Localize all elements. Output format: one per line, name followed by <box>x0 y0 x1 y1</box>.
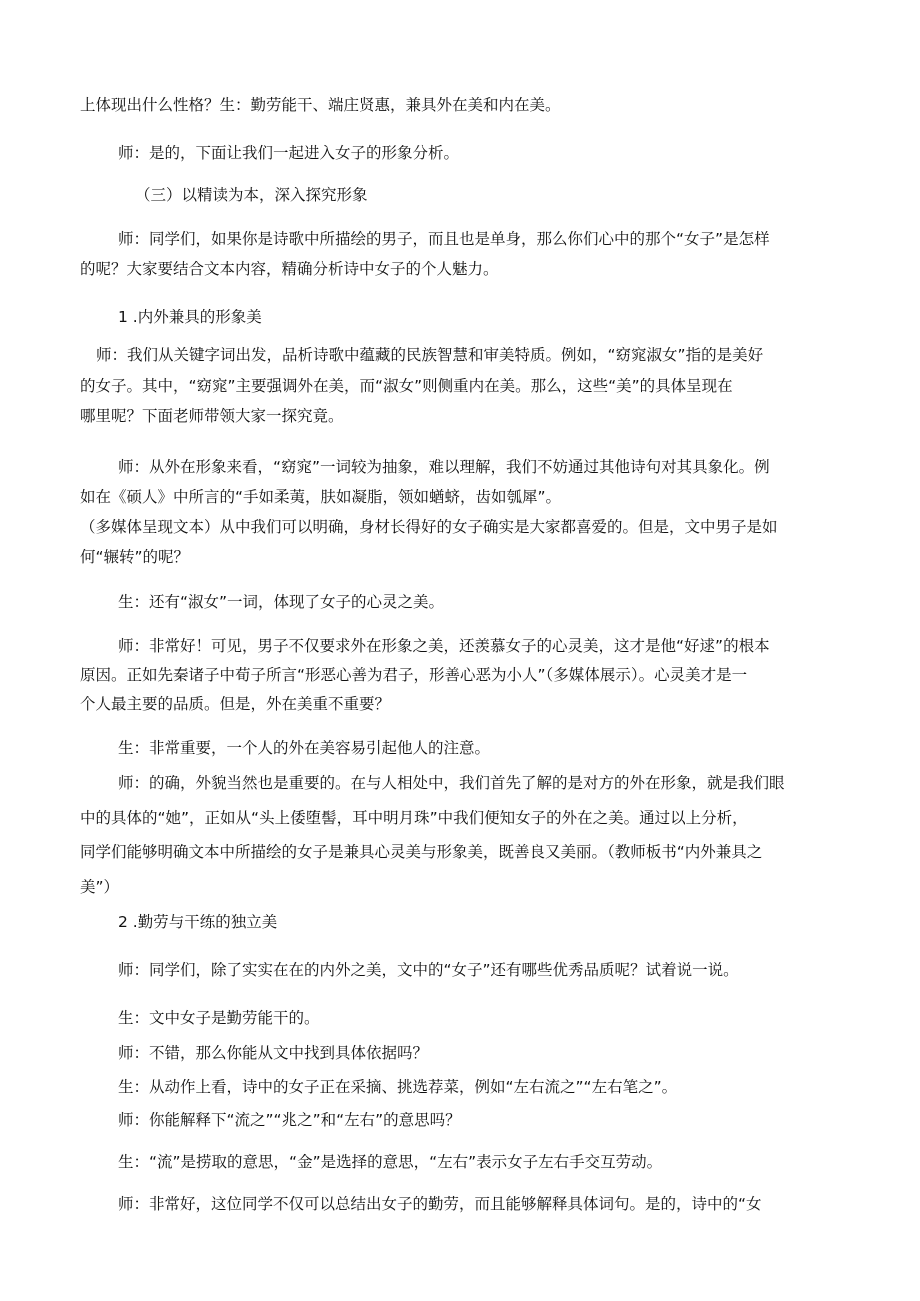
text-line: 师：非常好！可见，男子不仅要求外在形象之美，还羡慕女子的心灵美，这才是他“好逑”的根本 <box>118 637 770 655</box>
text-line: 的呢？大家要结合文本内容，精确分析诗中女子的个人魅力。 <box>80 260 499 278</box>
text-line: 原因。正如先秦诸子中荀子所言“形恶心善为君子，形善心恶为小人”（多媒体展示）。心灵美才是一 <box>80 666 748 684</box>
text-line: 生：文中女子是勤劳能干的。 <box>118 1009 320 1027</box>
text-line: 生：从动作上看，诗中的女子正在采摘、挑选荐菜，例如“左右流之”“左右笔之”。 <box>118 1078 678 1096</box>
subsection-heading: 2 .勤劳与干练的独立美 <box>118 913 278 931</box>
text-line: 美”） <box>80 878 120 896</box>
text-line: （多媒体呈现文本）从中我们可以明确，身材长得好的女子确实是大家都喜爱的。但是，文中男子是如 <box>80 518 778 536</box>
text-line: 生：还有“淑女”一词，体现了女子的心灵之美。 <box>118 593 445 611</box>
text-line: 的女子。其中，“窈窕”主要强调外在美，而“淑女”则侧重内在美。那么，这些“美”的具体呈现在 <box>80 377 733 395</box>
text-line: 生：非常重要，一个人的外在美容易引起他人的注意。 <box>118 739 491 757</box>
text-line: 何“辗转”的呢？ <box>80 548 190 566</box>
text-line: 中的具体的“她”，正如从“头上倭堕髻，耳中明月珠”中我们便知女子的外在之美。通过以上分析， <box>80 809 748 827</box>
text-line: 师：我们从关键字词出发，品析诗歌中蕴藏的民族智慧和审美特质。例如，“窈窕淑女”指的是美好 <box>96 346 764 364</box>
text-line: 师：不错，那么你能从文中找到具体依据吗？ <box>118 1044 429 1062</box>
text-line: 上体现出什么性格？生：勤劳能干、端庄贤惠，兼具外在美和内在美。 <box>80 96 561 114</box>
subsection-heading: 1 .内外兼具的形象美 <box>118 308 262 326</box>
text-line: 师：是的，下面让我们一起进入女子的形象分析。 <box>118 144 460 162</box>
text-line: 师：非常好，这位同学不仅可以总结出女子的勤劳，而且能够解释具体词句。是的，诗中的“女 <box>118 1195 762 1213</box>
text-line: 个人最主要的品质。但是，外在美重不重要？ <box>80 695 391 713</box>
text-line: 生：“流”是捞取的意思，“金”是选择的意思，“左右”表示女子左右手交互劳动。 <box>118 1153 663 1171</box>
text-line: 师：同学们，如果你是诗歌中所描绘的男子，而且也是单身，那么你们心中的那个“女子”是怎样 <box>118 230 770 248</box>
text-line: 师：从外在形象来看，“窈窕”一词较为抽象，难以理解，我们不妨通过其他诗句对其具象化。例 <box>118 458 770 476</box>
section-heading: （三）以精读为本，深入探究形象 <box>135 186 368 204</box>
text-line: 师：你能解释下“流之”“兆之”和“左右”的意思吗？ <box>118 1111 461 1129</box>
text-line: 同学们能够明确文本中所描绘的女子是兼具心灵美与形象美，既善良又美丽。（教师板书“内外兼具之 <box>80 843 763 861</box>
text-line: 如在《硕人》中所言的“手如柔荑，肤如凝脂，领如蝤蛴，齿如瓠犀”。 <box>80 488 562 506</box>
text-line: 师：同学们，除了实实在在的内外之美，文中的“女子”还有哪些优秀品质呢？试着说一说。 <box>118 961 739 979</box>
text-line: 师：的确，外貌当然也是重要的。在与人相处中，我们首先了解的是对方的外在形象，就是我们眼 <box>118 774 785 792</box>
text-line: 哪里呢？下面老师带领大家一探究竟。 <box>80 407 344 425</box>
